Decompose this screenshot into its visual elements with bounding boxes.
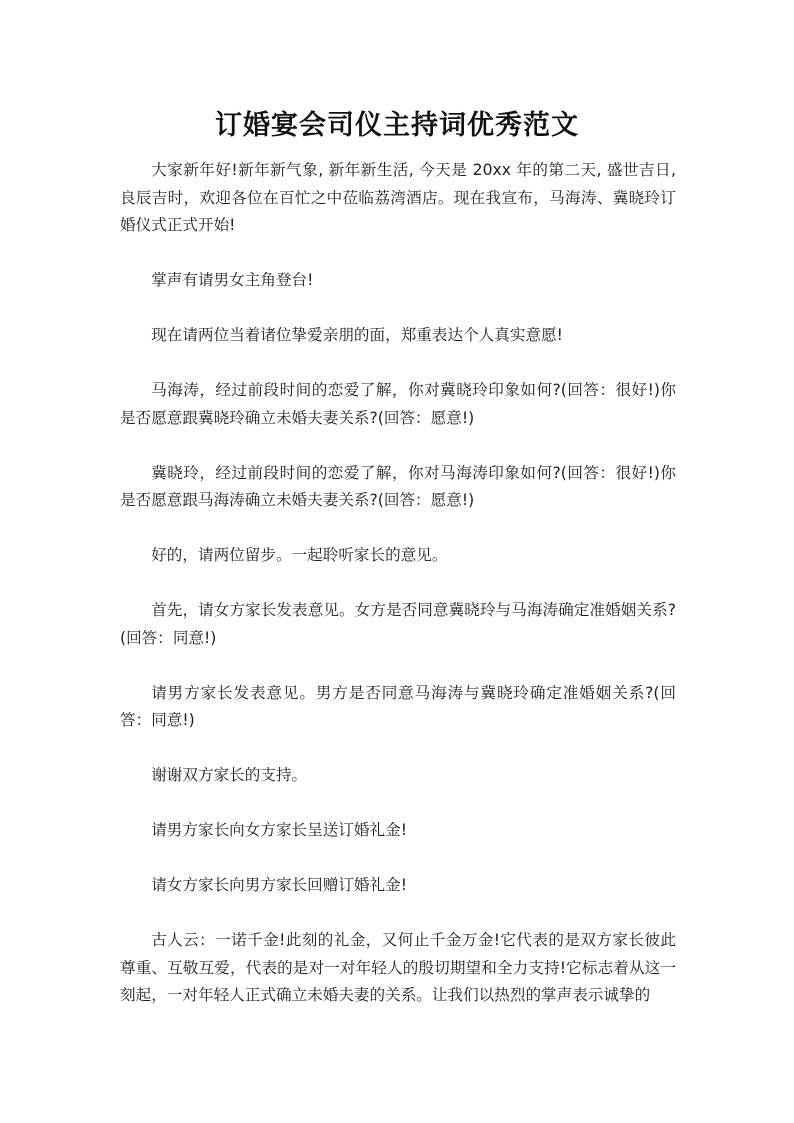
paragraph-spacer — [120, 790, 676, 818]
paragraph-spacer — [120, 432, 676, 460]
paragraph-gift-present: 请男方家长向女方家长呈送订婚礼金! — [151, 821, 407, 839]
paragraph-spacer — [120, 735, 676, 763]
paragraph-listen-parents: 好的，请两位留步。一起聆听家长的意见。 — [151, 546, 448, 564]
paragraph-bride-parents: 首先，请女方家长发表意见。女方是否同意冀晓玲与马海涛确定准婚姻关系?(回答：同意!) — [120, 601, 676, 647]
document-body — [120, 157, 676, 1010]
document-title: 订婚宴会司仪主持词优秀范文 — [215, 110, 579, 141]
paragraph-applause: 掌声有请男女主角登台! — [151, 271, 314, 289]
paragraph-opening: 大家新年好!新年新气象, 新年新生活, 今天是 20xx 年的第二天, 盛世吉日, 良辰吉时，欢迎各位在百忙之中莅临荔湾酒店。现在我宣布，马海涛、冀晓玲订婚仪式正式开始! — [120, 161, 676, 234]
paragraph-spacer — [120, 845, 676, 873]
paragraph-gift-return: 请女方家长向男方家长回赠订婚礼金! — [151, 876, 407, 894]
paragraph-spacer — [120, 295, 676, 323]
paragraph-thanks: 谢谢双方家长的支持。 — [151, 766, 308, 784]
paragraph-spacer — [120, 240, 676, 268]
paragraph-spacer — [120, 570, 676, 598]
paragraph-spacer — [120, 515, 676, 543]
paragraph-spacer — [120, 652, 676, 680]
paragraph-proverb: 古人云：一诺千金!此刻的礼金，又何止千金万金!它代表的是双方家长彼此尊重、互敬互爱，代表的是对一对年轻人的殷切期望和全力支持!它标志着从这一刻起，一对年轻人正式确立未婚夫妻的关系。让我们以热烈的掌声表示诚挚的 — [120, 931, 676, 1004]
paragraph-spacer — [120, 350, 676, 378]
paragraph-groom-parents: 请男方家长发表意见。男方是否同意马海涛与冀晓玲确定准婚姻关系?(回答：同意!) — [120, 683, 676, 729]
paragraph-intention: 现在请两位当着诸位挚爱亲朋的面，郑重表达个人真实意愿! — [151, 326, 563, 344]
paragraph-spacer — [120, 900, 676, 928]
paragraph-bride-question: 冀晓玲，经过前段时间的恋爱了解，你对马海涛印象如何?(回答：很好!)你是否愿意跟马海涛确立未婚夫妻关系?(回答：愿意!) — [120, 463, 676, 509]
paragraph-groom-question: 马海涛，经过前段时间的恋爱了解，你对冀晓玲印象如何?(回答：很好!)你是否愿意跟冀晓玲确立未婚夫妻关系?(回答：愿意!) — [120, 381, 676, 427]
